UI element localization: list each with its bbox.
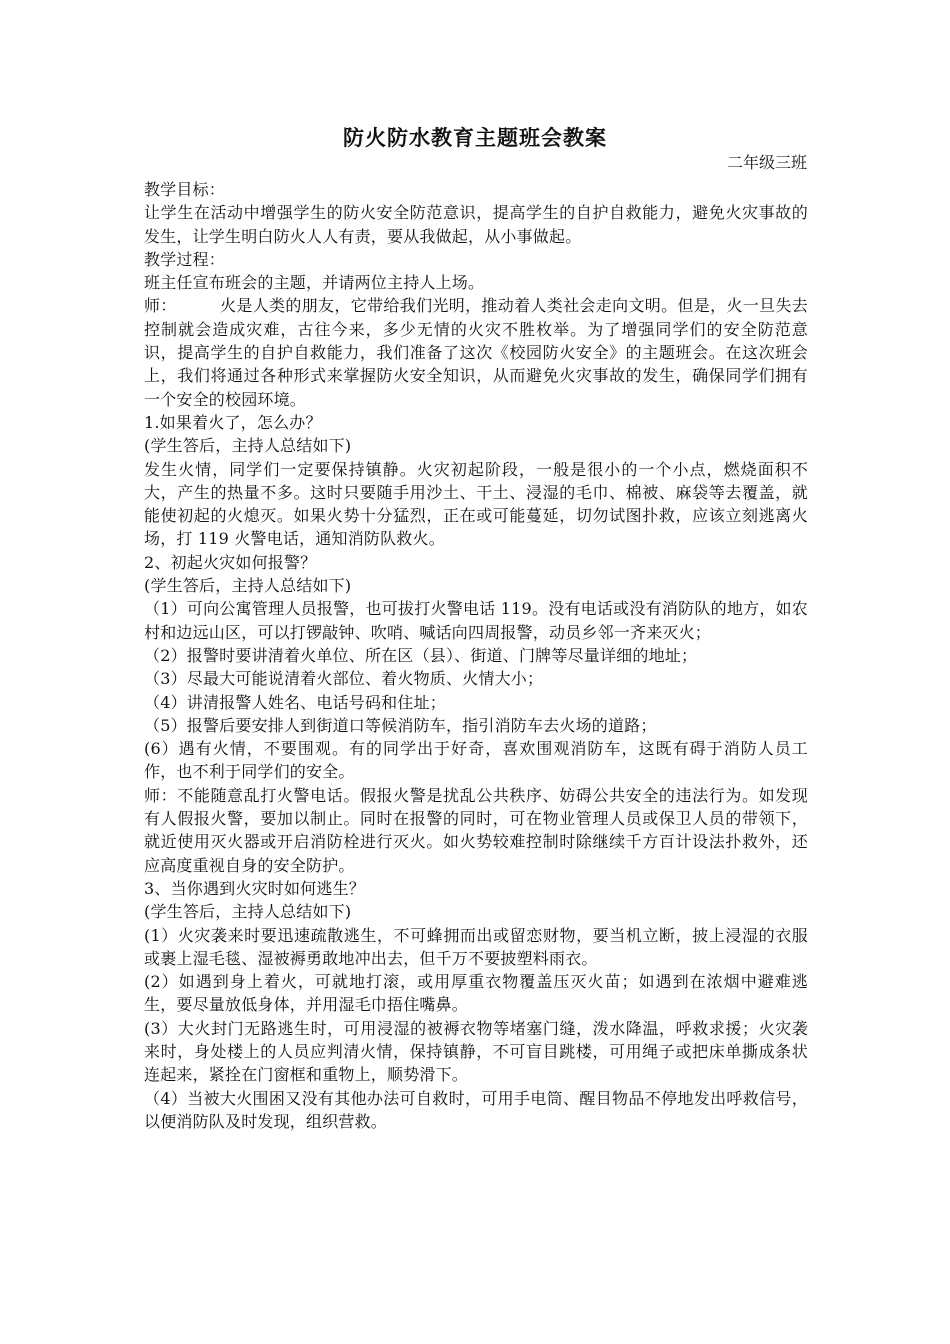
question-1: 1.如果着火了，怎么办？ [144, 412, 322, 432]
paragraph-teacher-warning: 师：不能随意乱打火警电话。假报火警是扰乱公共秩序、妨碍公共安全的违法行为。如发现有人假报火警，要加以制止。同时在报警的同时，可在物业管理人员或保卫人员的带领下，就近使用灭火器或开启消防栓进行灭火。如火势较难控制时除继续千方百计设法扑救外，还应高度重视自身的安全防护。 [144, 785, 808, 875]
paragraph-announcement: 班主任宣布班会的主题，并请两位主持人上场。 [144, 273, 485, 293]
answer-2-item-3: （3）尽最大可能说清着火部位、着火物质、火情大小； [144, 669, 544, 689]
answer-3-item-1: (1）火灾袭来时要迅速疏散逃生，不可蜂拥而出或留恋财物，要当机立断，披上浸湿的衣服或裹上湿毛毯、湿被褥勇敢地冲出去，但千万不要披塑料雨衣。 [144, 925, 808, 968]
answer-3-item-4: （4）当被大火围困又没有其他办法可自救时，可用手电筒、醒目物品不停地发出呼救信号，以便消防队及时发现，组织营救。 [144, 1088, 808, 1131]
answer-2-item-1: （1）可向公寓管理人员报警，也可拔打火警电话 119。没有电话或没有消防队的地方，如农村和边远山区，可以打锣敲钟、吹哨、喊话向四周报警，动员乡邻一齐来灭火； [144, 599, 808, 642]
answer-3-item-2: (2）如遇到身上着火，可就地打滚，或用厚重衣物覆盖压灭火苗；如遇到在浓烟中避难逃生，要尽量放低身体，并用湿毛巾捂住嘴鼻。 [144, 972, 808, 1015]
class-label: 二年级三班 [726, 153, 807, 172]
summary-note-2: (学生答后，主持人总结如下) [144, 576, 352, 596]
answer-2-item-6: (6）遇有火情，不要围观。有的同学出于好奇，喜欢围观消防车，这既有碍于消防人员工作，也不利于同学们的安全。 [144, 739, 808, 782]
answer-2-item-4: （4）讲清报警人姓名、电话号码和住址； [144, 692, 446, 712]
heading-teaching-objectives: 教学目标： [144, 180, 226, 199]
paragraph-teacher-intro: 师： 火是人类的朋友，它带给我们光明，推动着人类社会走向文明。但是，火一旦失去控制就会造成灾难，古往今来，多少无情的火灾不胜枚举。为了增强同学们的安全防范意识，提高学生的自护自救能力，我们准备了这次《校园防火安全》的主题班会。在这次班会上，我们将通过各种形式来掌握防火安全知识，从而避免火灾事故的发生，确保同学们拥有一个安全的校园环境。 [144, 296, 808, 409]
document-body [144, 178, 808, 1133]
summary-note-1: (学生答后，主持人总结如下) [144, 436, 352, 456]
document-title: 防火防水教育主题班会教案 [343, 125, 607, 150]
answer-2-item-5: （5）报警后要安排人到街道口等候消防车，指引消防车去火场的道路； [144, 715, 657, 735]
question-3: 3、当你遇到火灾时如何逃生？ [144, 878, 365, 898]
heading-teaching-process: 教学过程： [144, 249, 226, 269]
paragraph-objectives: 让学生在活动中增强学生的防火安全防范意识，提高学生的自护自救能力，避免火灾事故的发生，让学生明白防火人人有责，要从我做起，从小事做起。 [144, 203, 808, 246]
question-2: 2、初起火灾如何报警？ [144, 552, 317, 572]
answer-3-item-3: (3）大火封门无路逃生时，可用浸湿的被褥衣物等堵塞门缝，泼水降温，呼救求援；火灾袭来时，身处楼上的人员应判清火情，保持镇静，不可盲目跳楼，可用绳子或把床单撕成条状连起来，紧拴在门窗框和重物上，顺势滑下。 [144, 1018, 808, 1085]
answer-1: 发生火情，同学们一定要保持镇静。火灾初起阶段，一般是很小的一个小点，燃烧面积不大，产生的热量不多。这时只要随手用沙土、干土、浸湿的毛巾、棉被、麻袋等去覆盖，就能使初起的火熄灭。如果火势十分猛烈，正在或可能蔓延，切勿试图扑救，应该立刻逃离火场，打 119 火警电话，通知消防队救火。 [144, 459, 808, 549]
answer-2-item-2: （2）报警时要讲清着火单位、所在区（县）、街道、门牌等尽量详细的地址； [144, 645, 698, 665]
summary-note-3: (学生答后，主持人总结如下) [144, 902, 352, 922]
